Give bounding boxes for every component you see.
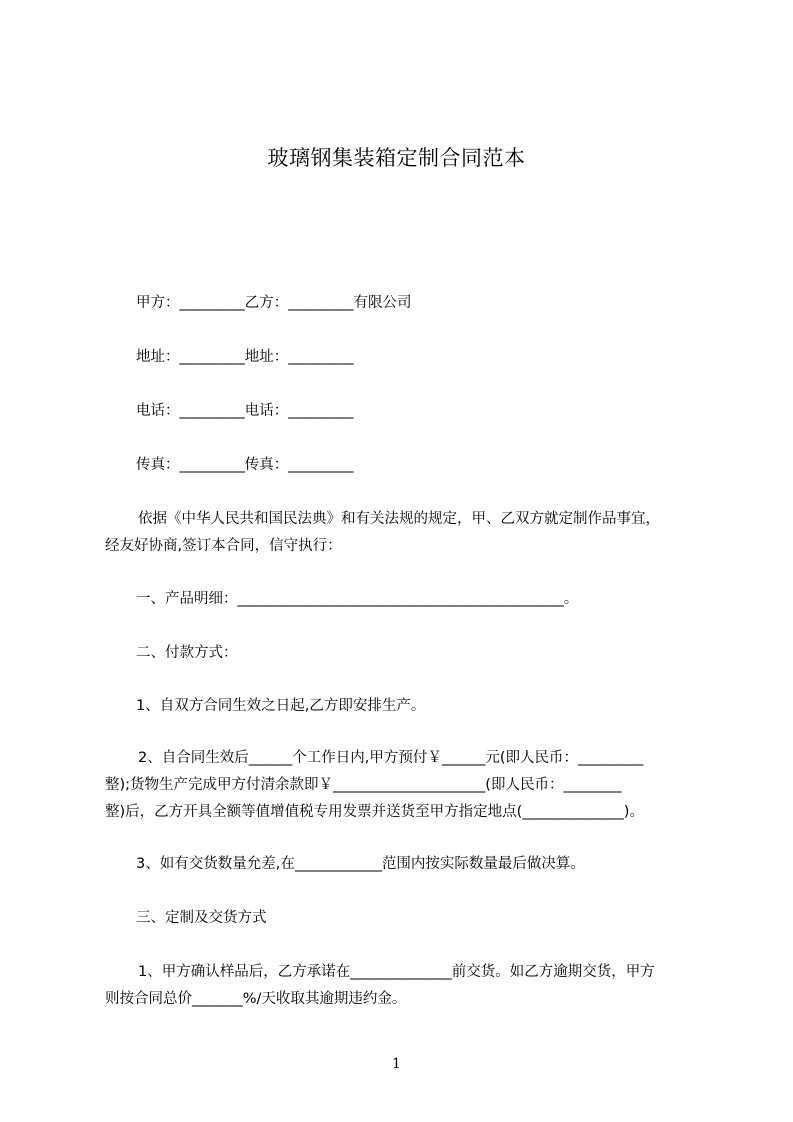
delivery-item-1-line-2: 则按合同总价_______%/天收取其逾期违约金。	[105, 991, 407, 1007]
party-name-line: 甲方：_________乙方：_________有限公司	[136, 295, 412, 311]
payment-item-2-line-2: 整);货物生产完成甲方付清余款即￥_____________________(即人民币：________	[105, 777, 622, 793]
payment-item-2-line-1: 2、自合同生效后______个工作日内,甲方预付￥______元(即人民币：_________	[138, 750, 644, 766]
section-product-details: 一、产品明细：_____________________________________________。	[136, 591, 579, 607]
party-fax-line: 传真：_________传真：_________	[136, 457, 354, 473]
intro-line-2: 经友好协商,签订本合同，信守执行：	[105, 538, 342, 554]
party-address-line: 地址：_________地址：_________	[136, 349, 354, 365]
document-title: 玻璃钢集装箱定制合同范本	[267, 146, 526, 170]
intro-line-1: 依据《中华人民共和国民法典》和有关法规的规定，甲、乙双方就定制作品事宜，	[138, 511, 660, 527]
payment-item-1: 1、自双方合同生效之日起,乙方即安排生产。	[136, 698, 426, 714]
payment-item-3: 3、如有交货数量允差,在____________范围内按实际数量最后做决算。	[136, 856, 585, 872]
page-number: 1	[392, 1056, 401, 1072]
party-phone-line: 电话：_________电话：_________	[136, 403, 354, 419]
delivery-item-1-line-1: 1、甲方确认样品后，乙方承诺在______________前交货。如乙方逾期交货，甲方	[138, 964, 655, 980]
section-delivery-heading: 三、定制及交货方式	[136, 910, 267, 926]
section-payment-heading: 二、付款方式：	[136, 645, 238, 661]
payment-item-2-line-3: 整)后，乙方开具全额等值增值税专用发票并送货至甲方指定地点(______________)。	[105, 804, 644, 820]
